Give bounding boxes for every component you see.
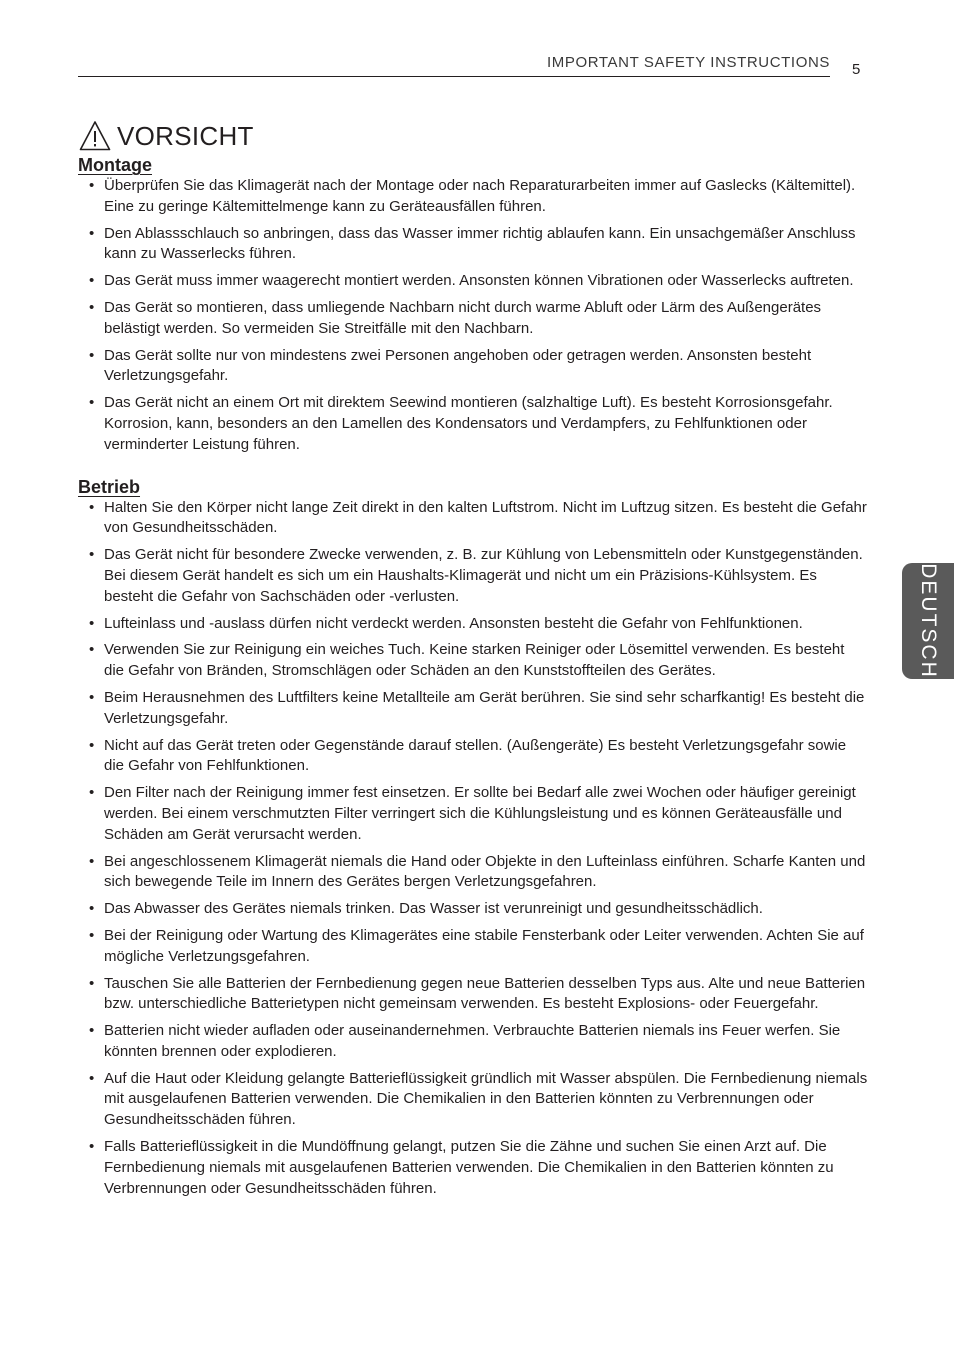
list-item: • Nicht auf das Gerät treten oder Gegenstände darauf stellen. (Außengeräte) Es besteht Verletzungsgefahr sowie die Gefahr von Fehlfunktionen. — [78, 736, 868, 778]
list-item: • Den Filter nach der Reinigung immer fest einsetzen. Er sollte bei Bedarf alle zwei Wochen oder häufiger gereinigt werden. Bei einem verschmutzten Filter verringert sich die Kühlungsleistung und es können Geräteausfälle und Schäden am Gerät verursacht werden. — [78, 783, 868, 845]
list-item: • Lufteinlass und -auslass dürfen nicht verdeckt werden. Ansonsten besteht die Gefahr von Fehlfunktionen. — [78, 614, 868, 635]
list-item: • Das Gerät nicht für besondere Zwecke verwenden, z. B. zur Kühlung von Lebensmitteln oder Kunstgegenständen. Bei diesem Gerät handelt es sich um ein Haushalts-Klimagerät und nicht um ein Präzisions-Kühlsystem. Es besteht die Gefahr von Sachschäden oder -verlusten. — [78, 545, 868, 607]
list-item: • Tauschen Sie alle Batterien der Fernbedienung gegen neue Batterien desselben Typs aus. Alte und neue Batterien bzw. unterschiedliche Batterietypen nicht gemeinsam verwenden. Es besteht Explosions- oder Feuergefahr. — [78, 974, 868, 1016]
list-item: • Das Gerät sollte nur von mindestens zwei Personen angehoben oder getragen werden. Ansonsten besteht Verletzungsgefahr. — [78, 346, 868, 388]
list-item: • Bei angeschlossenem Klimagerät niemals die Hand oder Objekte in den Lufteinlass einführen. Scharfe Kanten und sich bewegende Teile im Innern des Gerätes bergen Verletzungsgefahren. — [78, 852, 868, 894]
warning-heading — [79, 118, 254, 154]
list-item: • Das Gerät so montieren, dass umliegende Nachbarn nicht durch warme Abluft oder Lärm des Außengerätes belästigt werden. So vermeiden Sie Streitfälle mit den Nachbarn. — [78, 298, 868, 340]
list-item: • Das Abwasser des Gerätes niemals trinken. Das Wasser ist verunreinigt und gesundheitsschädlich. — [78, 899, 868, 920]
list-item: • Auf die Haut oder Kleidung gelangte Batterieflüssigkeit gründlich mit Wasser abspülen. Die Fernbedienung niemals mit ausgelaufenen Batterien verwenden. Die Chemikalien in den Batterien könnten zu Verbrennungen oder Gesundheitsschäden führen. — [78, 1069, 868, 1131]
section-title-montage: Montage — [78, 155, 152, 175]
warning-triangle-icon — [79, 120, 111, 152]
list-item: • Überprüfen Sie das Klimagerät nach der Montage oder nach Reparaturarbeiten immer auf Gaslecks (Kältemittel). Eine zu geringe Kältemittelmenge kann zu Geräteausfällen führen. — [78, 176, 868, 218]
betrieb-list — [78, 498, 868, 1200]
header-title: IMPORTANT SAFETY INSTRUCTIONS — [547, 54, 830, 71]
language-tab-label: DEUTSCH — [917, 563, 940, 679]
list-item: • Batterien nicht wieder aufladen oder auseinandernehmen. Verbrauchte Batterien niemals ins Feuer werfen. Sie könnten brennen oder explodieren. — [78, 1021, 868, 1063]
page-content — [78, 154, 868, 1205]
list-item: • Das Gerät muss immer waagerecht montiert werden. Ansonsten können Vibrationen oder Wasserlecks auftreten. — [78, 271, 868, 292]
list-item: • Verwenden Sie zur Reinigung ein weiches Tuch. Keine starken Reiniger oder Lösemittel verwenden. Es besteht die Gefahr von Bränden, Stromschlägen oder Schäden an den Kunststoffteilen des Gerätes. — [78, 640, 868, 682]
list-item: • Bei der Reinigung oder Wartung des Klimagerätes eine stabile Fensterbank oder Leiter verwenden. Achten Sie auf mögliche Verletzungsgefahren. — [78, 926, 868, 968]
list-item: • Falls Batterieflüssigkeit in die Mundöffnung gelangt, putzen Sie die Zähne und suchen Sie einen Arzt auf. Die Fernbedienung niemals mit ausgelaufenen Batterien verwenden. Die Chemikalien in den Batterien könnten zu Verbrennungen oder Gesundheitsschäden führen. — [78, 1137, 868, 1199]
list-item: • Beim Herausnehmen des Luftfilters keine Metallteile am Gerät berühren. Sie sind sehr scharfkantig! Es besteht die Verletzungsgefahr. — [78, 688, 868, 730]
warning-title: VORSICHT — [117, 120, 254, 151]
header-divider — [78, 76, 830, 77]
section-title-betrieb: Betrieb — [78, 476, 141, 497]
list-item: • Halten Sie den Körper nicht lange Zeit direkt in den kalten Luftstrom. Nicht im Luftzug sitzen. Es besteht die Gefahr von Gesundheitsschäden. — [78, 498, 868, 540]
list-item: • Den Ablassschlauch so anbringen, dass das Wasser immer richtig ablaufen kann. Ein unsachgemäßer Anschluss kann zu Wasserlecks führen. — [78, 224, 868, 266]
language-tab — [902, 563, 954, 679]
list-item: • Das Gerät nicht an einem Ort mit direktem Seewind montieren (salzhaltige Luft). Es besteht Korrosionsgefahr. Korrosion, kann, besonders an den Lamellen des Kondensators und Verdampfers, zu Fehlfunktionen oder verminderter Leistung führen. — [78, 393, 868, 455]
page-number: 5 — [852, 61, 861, 78]
montage-list — [78, 176, 868, 456]
